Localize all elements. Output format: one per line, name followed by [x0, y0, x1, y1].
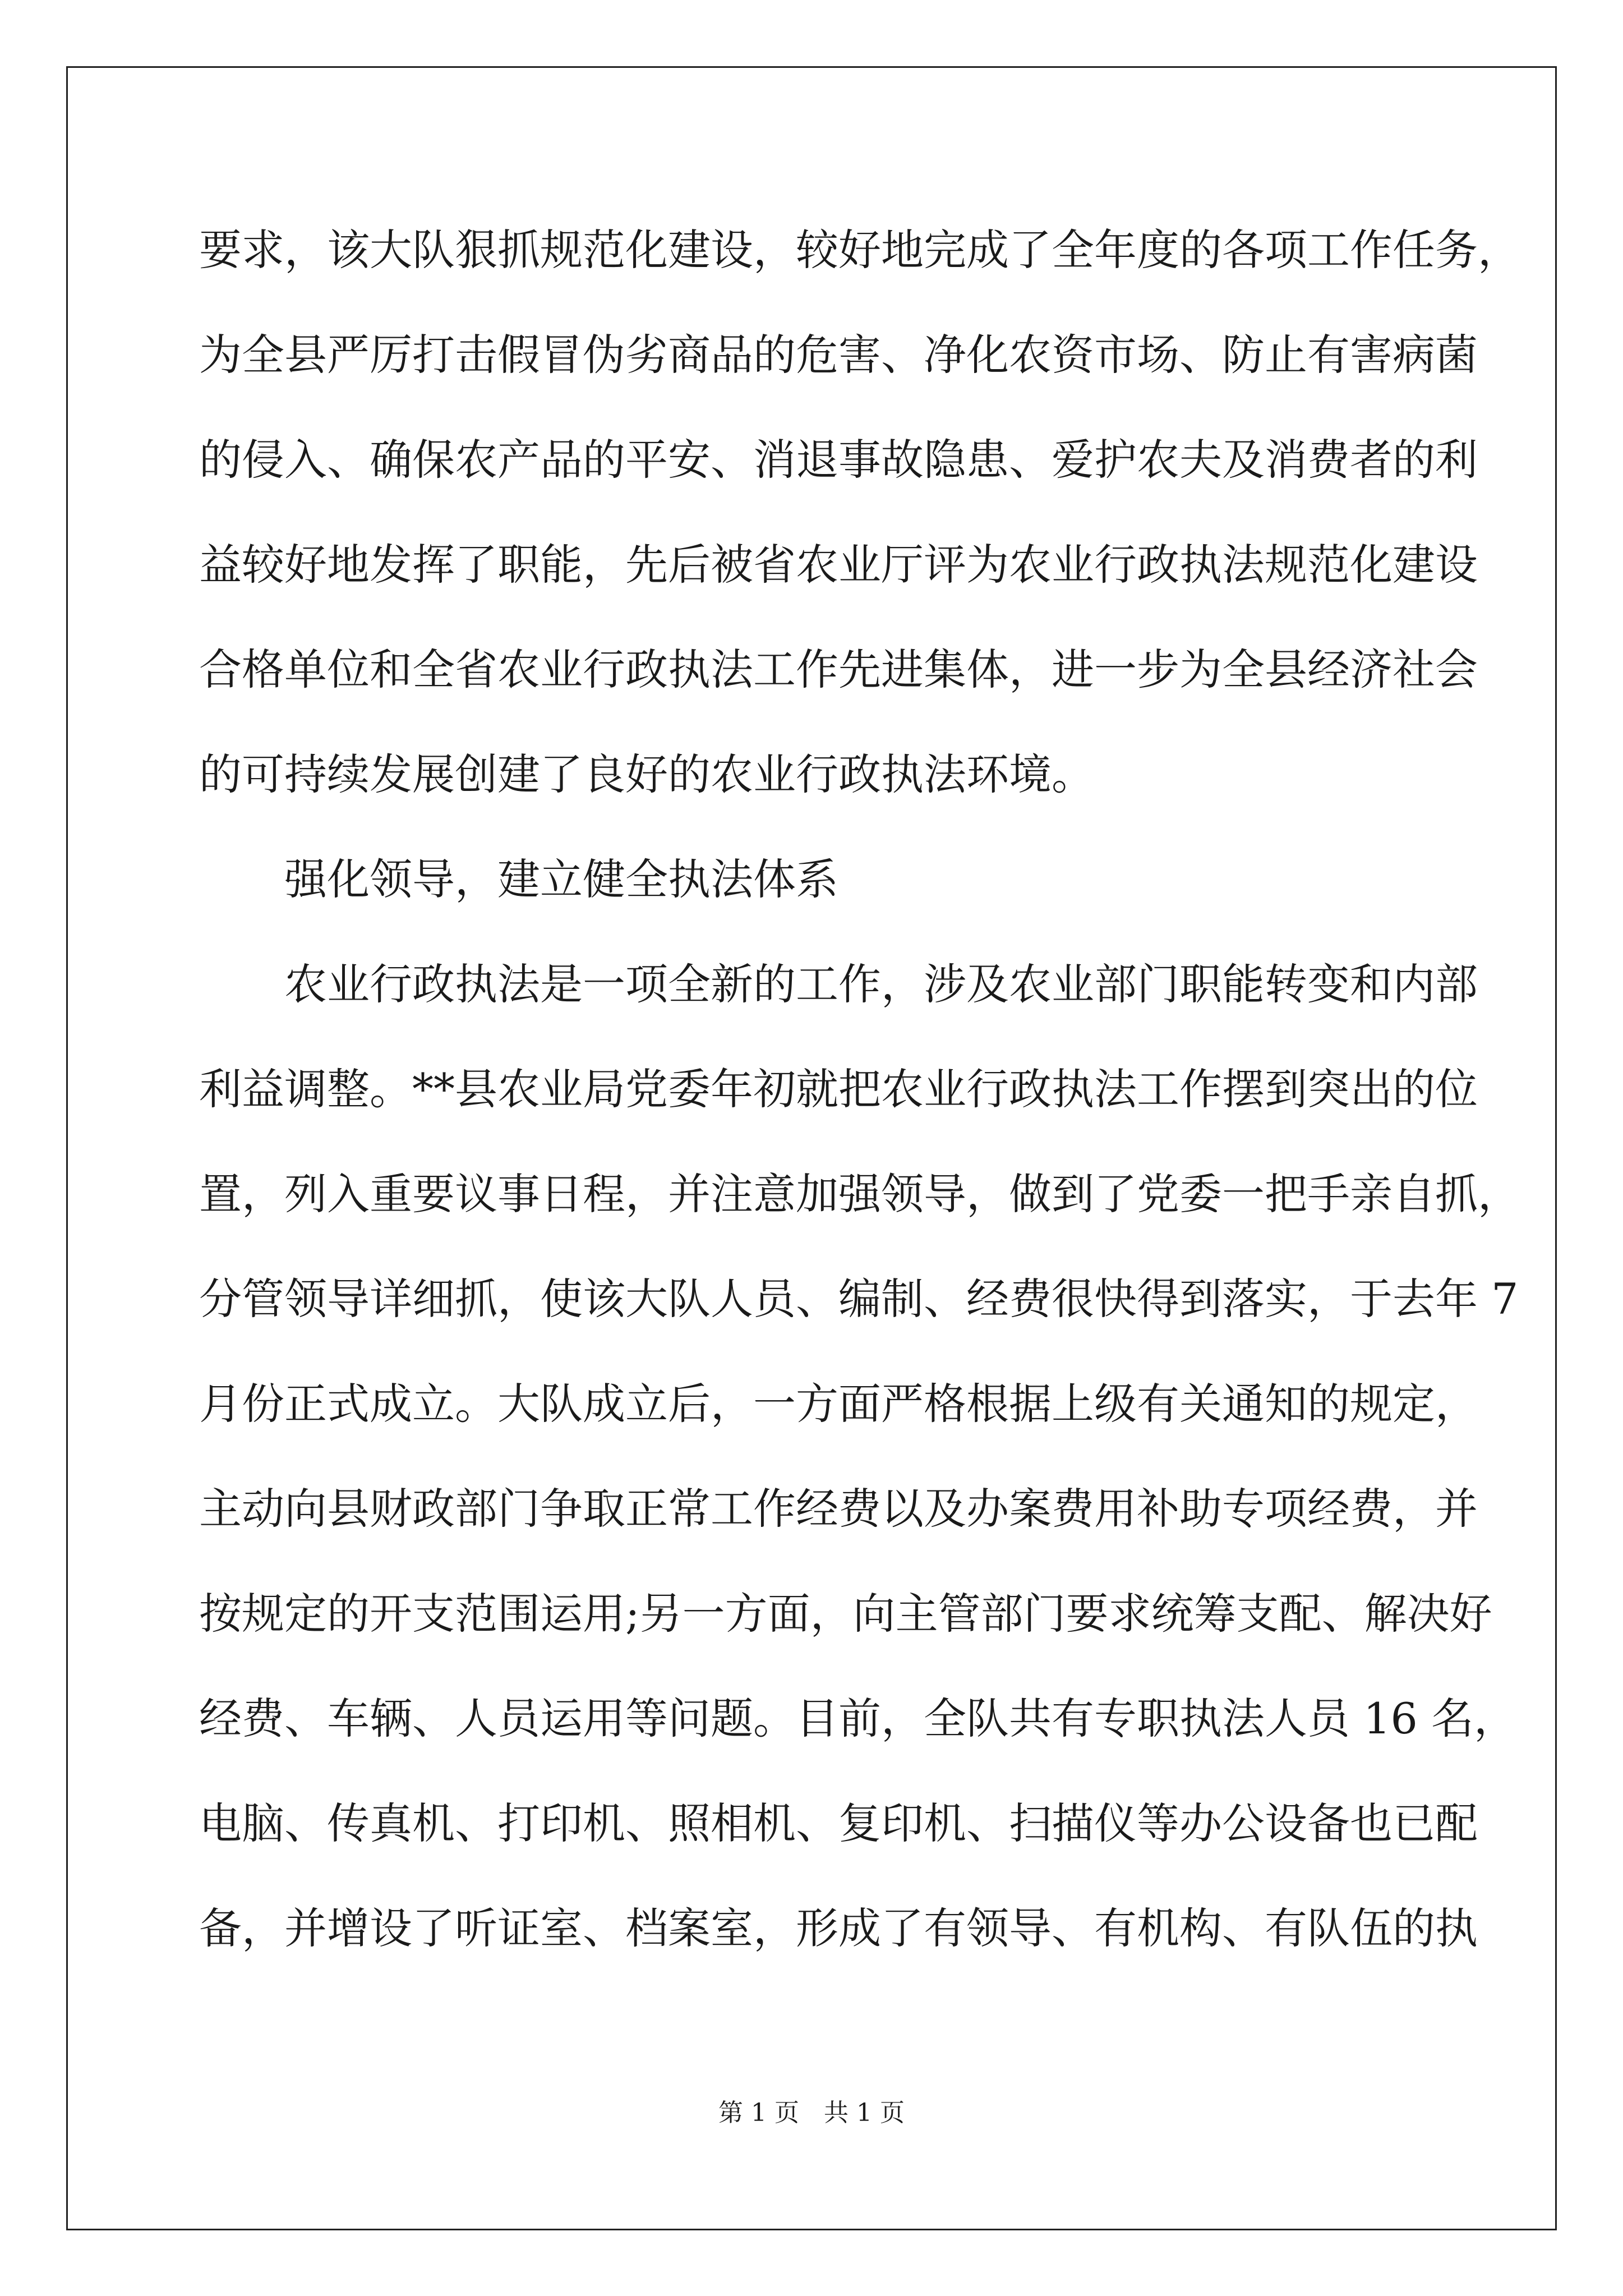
document-body: [199, 197, 1520, 1981]
text-line: 益较好地发挥了职能，先后被省农业厅评为农业行政执法规范化建设: [199, 540, 1478, 590]
text-line: 备，并增设了听证室、档案室，形成了有领导、有机构、有队伍的执: [199, 1903, 1478, 1953]
text-line: 分管领导详细抓，使该大队人员、编制、经费很快得到落实，于去年 7: [199, 1274, 1519, 1324]
text-line: 的侵入、确保农产品的平安、消退事故隐患、爱护农夫及消费者的利: [199, 435, 1478, 485]
text-line: 月份正式成立。大队成立后，一方面严格根据上级有关通知的规定，: [199, 1379, 1478, 1429]
page-number-footer: 第 1 页 共 1 页: [718, 2099, 905, 2127]
text-line: 按规定的开支范围运用;另一方面，向主管部门要求统筹支配、解决好: [199, 1589, 1492, 1639]
text-line: 农业行政执法是一项全新的工作，涉及农业部门职能转变和内部: [284, 959, 1478, 1009]
text-line: 经费、车辆、人员运用等问题。目前，全队共有专职执法人员 16 名，: [199, 1694, 1517, 1743]
text-line: 为全县严厉打击假冒伪劣商品的危害、净化农资市场、防止有害病菌: [199, 330, 1478, 380]
text-line: 要求，该大队狠抓规范化建设，较好地完成了全年度的各项工作任务，: [199, 225, 1520, 275]
text-line: 电脑、传真机、打印机、照相机、复印机、扫描仪等办公设备也已配: [199, 1798, 1478, 1848]
text-line: 主动向县财政部门争取正常工作经费以及办案费用补助专项经费，并: [199, 1484, 1478, 1534]
text-line: 置，列入重要议事日程，并注意加强领导，做到了党委一把手亲自抓，: [199, 1169, 1520, 1219]
text-line: 强化领导，建立健全执法体系: [284, 854, 838, 904]
text-line: 的可持续发展创建了良好的农业行政执法环境。: [199, 749, 1094, 799]
text-line: 合格单位和全省农业行政执法工作先进集体，进一步为全县经济社会: [199, 645, 1478, 694]
text-line: 利益调整。**县农业局党委年初就把农业行政执法工作摆到突出的位: [199, 1064, 1478, 1114]
